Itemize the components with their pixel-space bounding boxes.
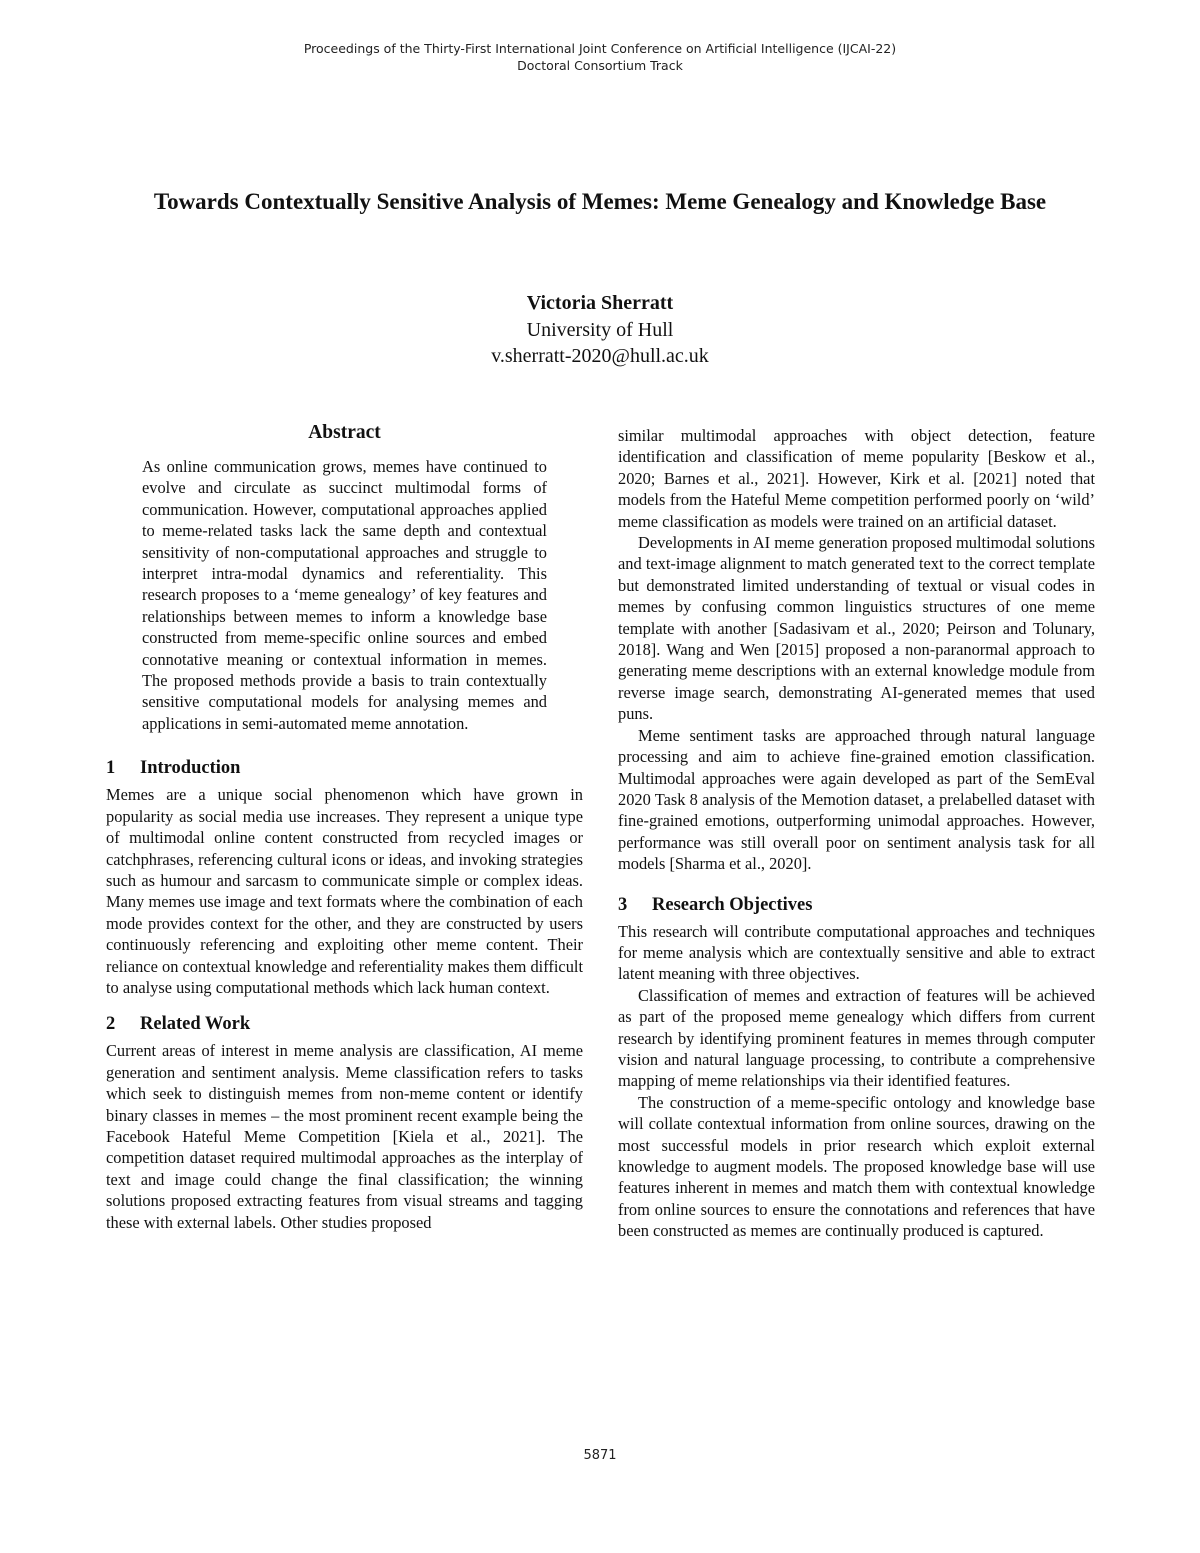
section-number: 3	[618, 894, 628, 915]
paragraph: Meme sentiment tasks are approached through natural language processing and aim to achieve fine-grained emotion classification. Multimodal approaches were again developed as part of the SemEval 2020 Task 8 analysis of the Memotion dataset, a prelabelled dataset with fine-grained emotions, outperforming unimodal approaches. However, performance was still overall poor on sentiment analysis task for all models [Sharma et al., 2020].	[618, 725, 1095, 874]
section-heading	[618, 893, 1095, 917]
author-affiliation: University of Hull	[526, 319, 674, 341]
paragraph: Current areas of interest in meme analysis are classification, AI meme generation and sentiment analysis. Meme classification refers to tasks which seek to distinguish memes from non-meme content or identify binary classes in memes – the most prominent recent example being the Facebook Hateful Meme Competition [Kiela et al., 2021]. The competition dataset required multimodal approaches as the interplay of text and image could change the final classification; the winning solutions proposed extracting features from visual streams and tagging these with external labels. Other studies proposed	[106, 1041, 583, 1232]
section-number: 1	[106, 758, 116, 779]
conference-line: Proceedings of the Thirty-First International Joint Conference on Artificial Intelligence (IJCAI-22)	[303, 41, 897, 56]
paragraph: The construction of a meme-specific ontology and knowledge base will collate contextual information from online sources, drawing on the most successful models in prior research which exploit external knowledge to augment models. The proposed knowledge base will use features inherent in memes and match them with contextual knowledge from online sources to ensure the connotations and references that have been constructed as memes are continually produced is captured.	[618, 1092, 1095, 1241]
section-heading	[106, 756, 583, 780]
page-number: 5871	[583, 1448, 617, 1463]
left-column	[106, 420, 583, 1233]
author-name: Victoria Sherratt	[526, 292, 674, 314]
paragraph: This research will contribute computational approaches and techniques for meme analysis which are contextually sensitive and able to extract latent meaning with three objectives.	[618, 921, 1095, 984]
section-number: 2	[106, 1014, 116, 1035]
paragraph: Classification of memes and extraction of features will be achieved as part of the proposed meme genealogy which differs from current research by identifying prominent features in memes through computer vision and natural language processing, to contribute a comprehensive mapping of meme relationships via their identified features.	[618, 985, 1095, 1091]
section-introduction	[106, 756, 583, 998]
section-title: Research Objectives	[652, 894, 813, 915]
right-column	[618, 425, 1095, 1242]
paper-title: Towards Contextually Sensitive Analysis of Memes: Meme Genealogy and Knowledge Base	[153, 189, 1047, 214]
section-related-work	[106, 1012, 583, 1233]
section-title: Related Work	[140, 1014, 251, 1035]
abstract	[106, 420, 583, 734]
section-title: Introduction	[140, 758, 241, 779]
paragraph: Developments in AI meme generation proposed multimodal solutions and text-image alignment to match generated text to the correct template but demonstrated limited understanding of textual or visual codes in memes by confusing common linguistics structures of one meme template with another [Sadasivam et al., 2020; Peirson and Tolunary, 2018]. Wang and Wen [2015] proposed a non-paranormal approach to generating meme descriptions with an external knowledge module from reverse image search, demonstrating AI-generated memes that used puns.	[618, 533, 1095, 724]
abstract-text: As online communication grows, memes have continued to evolve and circulate as succinct multimodal forms of communication. However, computational approaches applied to meme-related tasks lack the same depth and contextual sensitivity of non-computational approaches and struggle to interpret intra-modal dynamics and referentiality. This research proposes to a ‘meme genealogy’ of key features and relationships between memes to inform a knowledge base constructed from meme-specific online sources and embed connotative meaning or contextual information in memes. The proposed methods provide a basis to train contextually sensitive computational models for analysing memes and applications in semi-automated meme annotation.	[142, 457, 547, 733]
section-research-objectives	[618, 893, 1095, 1242]
section-heading	[106, 1012, 583, 1036]
paragraph: Memes are a unique social phenomenon which have grown in popularity as social media use increases. They represent a unique type of multimodal online content constructed from recycled images or catchphrases, referencing cultural icons or ideas, and invoking strategies such as humour and sarcasm to communicate simple or complex ideas. Many memes use image and text formats where the combination of each mode provides context for the other, and they are constructed by users continuously referencing and exploiting other meme content. Their reliance on contextual knowledge and referentiality makes them difficult to analyse using computational methods which lack human context.	[106, 785, 583, 997]
running-header	[0, 40, 1200, 74]
paragraph: similar multimodal approaches with object detection, feature identification and classification of meme popularity [Beskow et al., 2020; Barnes et al., 2021]. However, Kirk et al. [2021] noted that models from the Hateful Meme competition performed poorly on ‘wild’ meme classification as models were trained on an artificial dataset.	[618, 426, 1095, 531]
author-email: v.sherratt-2020@hull.ac.uk	[491, 345, 709, 367]
abstract-heading: Abstract	[308, 422, 381, 443]
track-line: Doctoral Consortium Track	[517, 58, 683, 73]
author-block	[0, 290, 1200, 369]
